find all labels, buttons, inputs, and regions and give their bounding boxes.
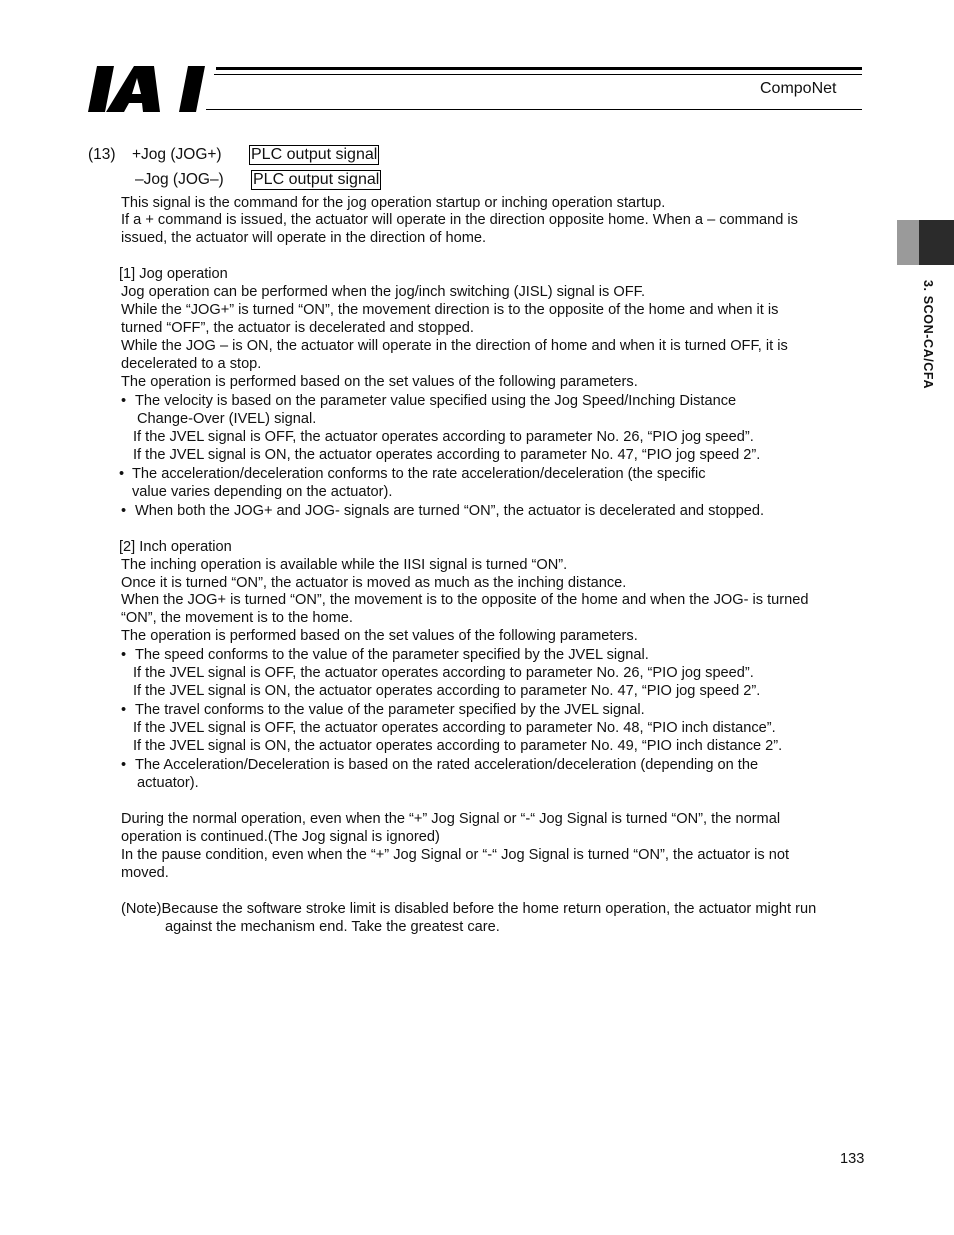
intro-line: If a + command is issued, the actuator will operate in the direction opposite home. When a – command is bbox=[121, 212, 798, 228]
inch-bullet2-line: If the JVEL signal is OFF, the actuator operates according to parameter No. 48, “PIO inch distance”. bbox=[133, 720, 776, 736]
note-line: against the mechanism end. Take the greatest care. bbox=[165, 919, 500, 935]
header-rule-top bbox=[216, 67, 862, 70]
heading-jog-plus-label: +Jog (JOG+) bbox=[132, 146, 222, 163]
bullet-dot: • bbox=[121, 647, 127, 663]
bullet-dot: • bbox=[121, 503, 127, 519]
jog-line: While the “JOG+” is turned “ON”, the movement direction is to the opposite of the home and when it is bbox=[121, 302, 779, 318]
inch-section-title: [2] Inch operation bbox=[119, 539, 232, 555]
heading-number: (13) bbox=[88, 146, 116, 163]
inch-bullet2-line: If the JVEL signal is ON, the actuator operates according to parameter No. 49, “PIO inch distance 2”. bbox=[133, 738, 783, 754]
bullet-dot: • bbox=[121, 757, 127, 773]
inch-bullet2-line: The travel conforms to the value of the parameter specified by the JVEL signal. bbox=[135, 702, 645, 718]
inch-bullet1-line: The speed conforms to the value of the parameter specified by the JVEL signal. bbox=[135, 647, 649, 663]
jog-bullet1-line: Change-Over (IVEL) signal. bbox=[137, 411, 317, 427]
inch-bullet1-line: If the JVEL signal is OFF, the actuator operates according to parameter No. 26, “PIO jog speed”. bbox=[133, 665, 754, 681]
page-number: 133 bbox=[840, 1151, 865, 1167]
iai-logo bbox=[88, 66, 210, 112]
note-line: (Note)Because the software stroke limit is disabled before the home return operation, the actuator might run bbox=[121, 901, 817, 917]
normal-op-line: In the pause condition, even when the “+” Jog Signal or “-“ Jog Signal is turned “ON”, the actuator is not bbox=[121, 847, 790, 863]
bullet-dot: • bbox=[121, 702, 127, 718]
side-tab-marker-light bbox=[897, 220, 919, 265]
jog-bullet1-line: If the JVEL signal is ON, the actuator operates according to parameter No. 47, “PIO jog speed 2”. bbox=[133, 447, 761, 463]
header-section-title: CompoNet bbox=[760, 80, 837, 97]
jog-bullet2-line: value varies depending on the actuator). bbox=[132, 484, 393, 500]
normal-op-line: operation is continued.(The Jog signal is ignored) bbox=[121, 829, 440, 845]
header-rule-bottom bbox=[206, 109, 862, 110]
jog-line: While the JOG – is ON, the actuator will operate in the direction of home and when it is turned OFF, it is bbox=[121, 338, 788, 354]
bullet-dot: • bbox=[121, 393, 127, 409]
normal-op-line: moved. bbox=[121, 865, 169, 881]
jog-line: Jog operation can be performed when the jog/inch switching (JISL) signal is OFF. bbox=[121, 284, 646, 300]
header-rule-mid bbox=[214, 74, 862, 75]
inch-line: “ON”, the movement is to the home. bbox=[121, 610, 353, 626]
heading-jog-minus-signal-box: PLC output signal bbox=[253, 171, 380, 188]
side-tab-marker-dark bbox=[919, 220, 954, 265]
jog-bullet1-line: The velocity is based on the parameter value specified using the Jog Speed/Inching Distance bbox=[135, 393, 737, 409]
inch-line: Once it is turned “ON”, the actuator is moved as much as the inching distance. bbox=[121, 575, 627, 591]
inch-line: The operation is performed based on the set values of the following parameters. bbox=[121, 628, 638, 644]
jog-line: turned “OFF”, the actuator is decelerated and stopped. bbox=[121, 320, 474, 336]
heading-jog-plus-signal-box: PLC output signal bbox=[251, 146, 378, 163]
side-tab-label: 3. SCON-CA/CFA bbox=[921, 280, 935, 390]
inch-line: When the JOG+ is turned “ON”, the movement is to the opposite of the home and when the JOG- is turned bbox=[121, 592, 809, 608]
inch-bullet3-line: actuator). bbox=[137, 775, 199, 791]
inch-bullet1-line: If the JVEL signal is ON, the actuator operates according to parameter No. 47, “PIO jog speed 2”. bbox=[133, 683, 761, 699]
jog-line: decelerated to a stop. bbox=[121, 356, 262, 372]
bullet-dot: • bbox=[119, 466, 125, 482]
intro-line: This signal is the command for the jog operation startup or inching operation startup. bbox=[121, 195, 666, 211]
jog-section-title: [1] Jog operation bbox=[119, 266, 228, 282]
normal-op-line: During the normal operation, even when the “+” Jog Signal or “-“ Jog Signal is turned “ON”, the normal bbox=[121, 811, 781, 827]
jog-bullet3-line: When both the JOG+ and JOG- signals are turned “ON”, the actuator is decelerated and stopped. bbox=[135, 503, 765, 519]
jog-bullet2-line: The acceleration/deceleration conforms to the rate acceleration/deceleration (the specific bbox=[132, 466, 706, 482]
inch-line: The inching operation is available while the IISI signal is turned “ON”. bbox=[121, 557, 568, 573]
intro-line: issued, the actuator will operate in the direction of home. bbox=[121, 230, 487, 246]
jog-bullet1-line: If the JVEL signal is OFF, the actuator operates according to parameter No. 26, “PIO jog speed”. bbox=[133, 429, 754, 445]
jog-line: The operation is performed based on the set values of the following parameters. bbox=[121, 374, 638, 390]
heading-jog-minus-label: –Jog (JOG–) bbox=[135, 171, 224, 188]
inch-bullet3-line: The Acceleration/Deceleration is based on the rated acceleration/deceleration (depending on the bbox=[135, 757, 759, 773]
